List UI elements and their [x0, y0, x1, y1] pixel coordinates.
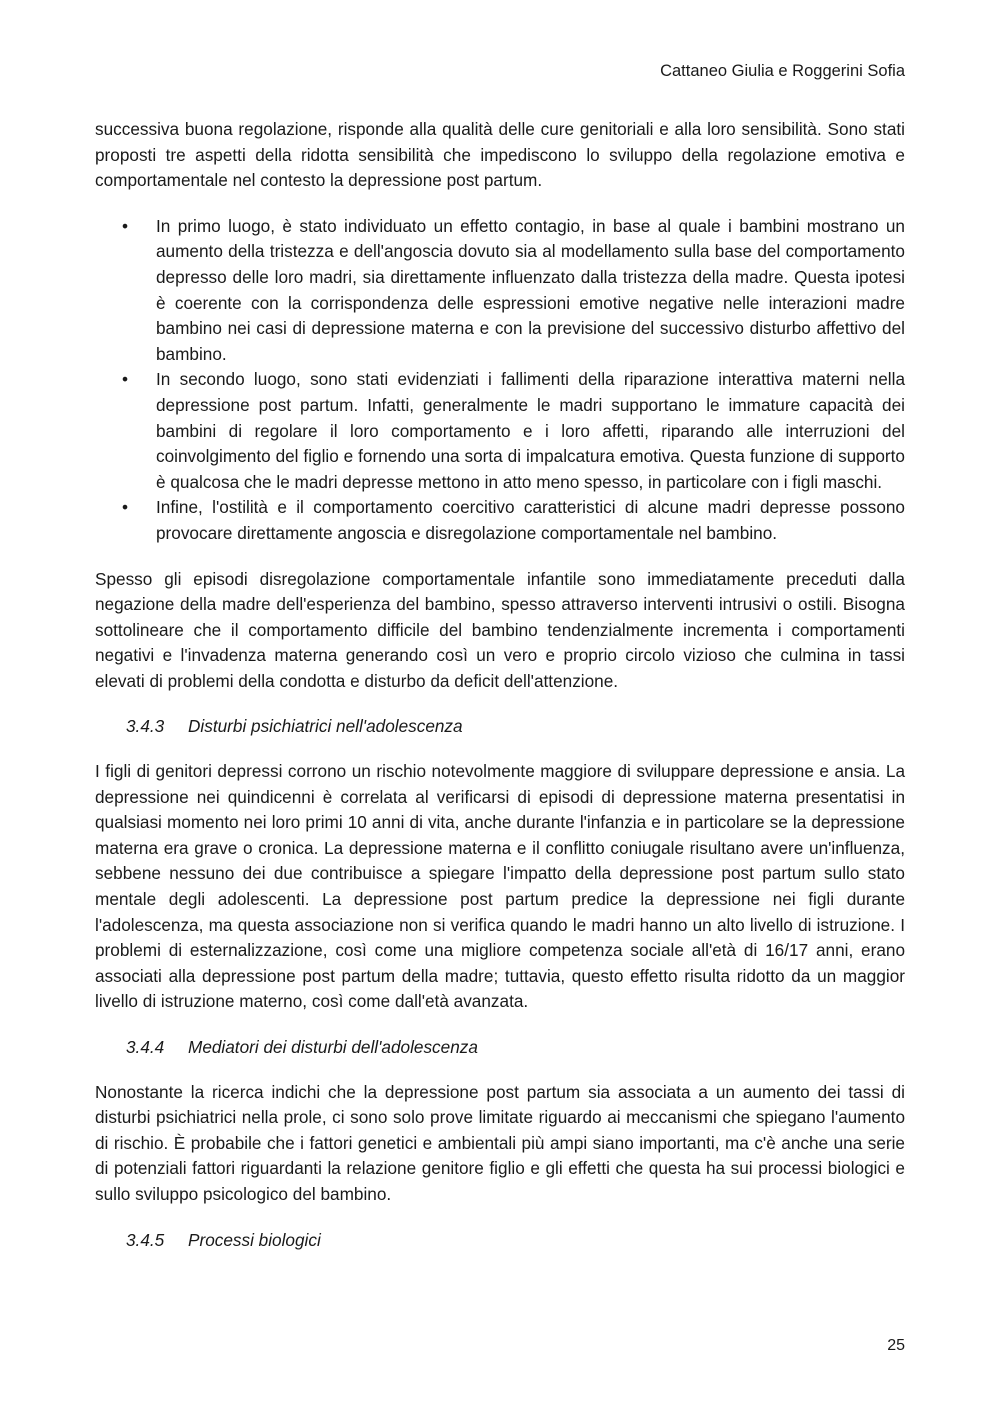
section-number: 3.4.5: [126, 1229, 165, 1250]
paragraph: Nonostante la ricerca indichi che la depressione post partum sia associata a un aumento dei tassi di disturbi psichiatrici nella prole, ci sono solo prove limitate riguardo ai meccanismi che spiegano l'aumento di rischio. È probabile che i fattori genetici e ambientali più ampi siano importanti, ma c'è anche una serie di potenziali fattori riguardanti la relazione genitore figlio e gli effetti che questa ha sui processi biologici e sullo sviluppo psicologico del bambino.: [95, 1081, 905, 1204]
paragraph: I figli di genitori depressi corrono un rischio notevolmente maggiore di sviluppare depressione e ansia. La depressione nei quindicenni è correlata al verificarsi di episodi di depressione materna presentatisi in qualsiasi momento nei loro primi 10 anni di vita, anche durante l'infanzia e in particolare se la depressione materna era grave o cronica. La depressione materna e il conflitto coniugale risultano avere un'influenza, sebbene nessuno dei due contribuisce a spiegare l'impatto della depressione post partum sullo stato mentale degli adolescenti. La depressione post partum predice la depressione nei figli durante l'adolescenza, ma questa associazione non si verifica quando le madri hanno un alto livello di istruzione. I problemi di esternalizzazione, così come una migliore competenza sociale all'età di 16/17 anni, erano associati alla depressione post partum della madre; tuttavia, questo effetto risulta ridotto da un maggior livello di istruzione materno, così come dall'età avanzata.: [95, 761, 905, 1012]
page-body: [95, 117, 905, 1272]
bullet-list: [95, 214, 905, 547]
paragraph: Spesso gli episodi disregolazione comportamentale infantile sono immediatamente preceduti dalla negazione della madre dell'esperienza del bambino, spesso attraverso interventi intrusivi o ostili. Bisogna sottolineare che il comportamento difficile del bambino tendenzialmente incrementa i comportamenti negativi e l'invadenza materna generando così un vero e proprio circolo vizioso che culmina in tassi elevati di problemi della condotta e disturbo da deficit dell'attenzione.: [95, 568, 905, 691]
bullet-icon: •: [122, 497, 129, 518]
bullet-text: In secondo luogo, sono stati evidenziati i fallimenti della riparazione interattiva materni nella depressione post partum. Infatti, generalmente le madri supportano le immature capacità dei bambini di regolare il loro comportamento e i loro affetti, riparando alle interruzioni del coinvolgimento del figlio e fornendo una sorta di impalcatura emotiva. Questa funzione di supporto è qualcosa che le madri depresse mettono in atto meno spesso, in particolare con i figli maschi.: [156, 369, 905, 492]
paragraph: successiva buona regolazione, risponde alla qualità delle cure genitoriali e alla loro sensibilità. Sono stati proposti tre aspetti della ridotta sensibilità che impediscono lo sviluppo della regolazione emotiva e comportamentale nel contesto la depressione post partum.: [95, 119, 905, 191]
bullet-item: [95, 495, 905, 546]
bullet-text: Infine, l'ostilità e il comportamento coercitivo caratteristici di alcune madri depresse possono provocare direttamente angoscia e disregolazione comportamentale nel bambino.: [156, 497, 905, 543]
section-heading: [126, 1228, 905, 1254]
running-header-authors: Cattaneo Giulia e Roggerini Sofia: [660, 62, 905, 80]
section-title: Mediatori dei disturbi dell'adolescenza: [188, 1037, 478, 1057]
bullet-item: [95, 367, 905, 495]
bullet-icon: •: [122, 369, 129, 390]
page-number: 25: [887, 1337, 905, 1354]
section-title: Disturbi psichiatrici nell'adolescenza: [188, 716, 463, 737]
section-heading: [126, 1035, 905, 1061]
bullet-text: In primo luogo, è stato individuato un effetto contagio, in base al quale i bambini mostrano un aumento della tristezza e dell'angoscia dovuto sia al modellamento sulla base del comportamento depresso delle loro madri, sia direttamente influenzato dalla tristezza della madre. Questa ipotesi è coerente con la corrispondenza delle espressioni emotive negative nelle interazioni madre bambino nei casi di depressione materna e con la previsione del successivo disturbo affettivo del bambino.: [156, 215, 905, 364]
bullet-item: [95, 214, 905, 368]
section-number: 3.4.3: [126, 716, 165, 737]
section-heading: [126, 714, 905, 740]
bullet-icon: •: [122, 215, 129, 236]
section-title: Processi biologici: [188, 1229, 321, 1250]
section-number: 3.4.4: [126, 1037, 165, 1057]
